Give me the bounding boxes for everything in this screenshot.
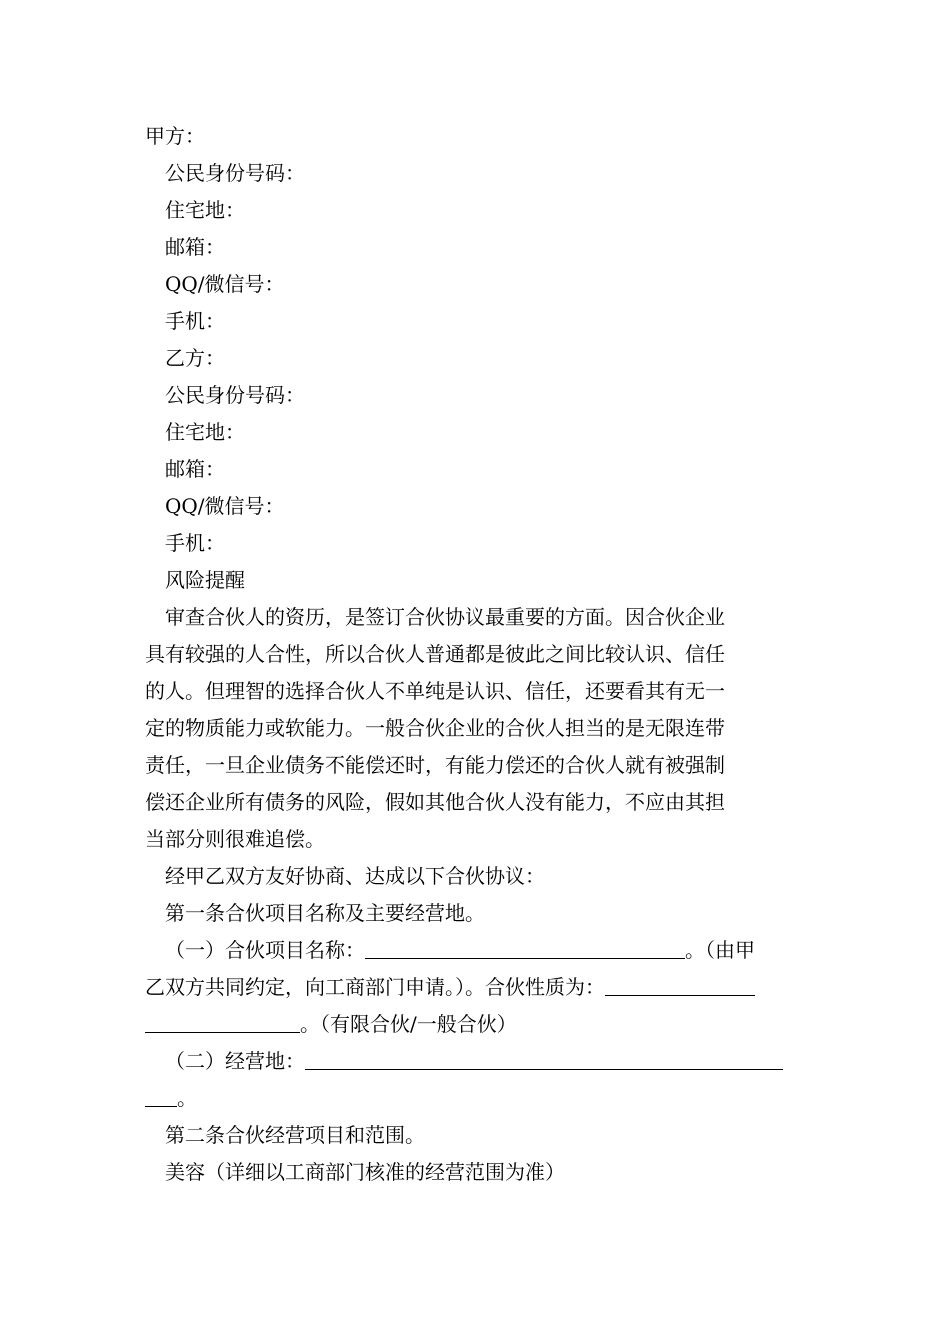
item1-prefix: （一）合伙项目名称： bbox=[165, 938, 365, 962]
item1-suffix: 。（由甲 bbox=[685, 938, 755, 962]
article1-item2-line2 bbox=[145, 1080, 807, 1117]
risk-paragraph bbox=[145, 599, 807, 858]
risk-line: 的人。但理智的选择合伙人不单纯是认识、信任，还要看其有无一 bbox=[145, 679, 725, 703]
item2-prefix: （二）经营地： bbox=[165, 1049, 305, 1073]
party-a-label: 甲方： bbox=[145, 124, 205, 148]
item1-line3-suffix: 。（有限合伙/一般合伙） bbox=[300, 1012, 517, 1036]
party-a-phone: 手机： bbox=[165, 309, 225, 333]
party-a-id-number: 公民身份号码： bbox=[165, 161, 305, 185]
document-body bbox=[145, 118, 807, 1191]
party-b-label: 乙方： bbox=[165, 346, 225, 370]
article2-title: 第二条合伙经营项目和范围。 bbox=[165, 1123, 425, 1147]
party-b-address: 住宅地： bbox=[165, 420, 245, 444]
risk-line: 责任，一旦企业债务不能偿还时，有能力偿还的合伙人就有被强制 bbox=[145, 753, 725, 777]
partnership-nature-blank[interactable] bbox=[605, 971, 755, 996]
business-address-blank[interactable] bbox=[305, 1045, 783, 1070]
article1-item1 bbox=[145, 932, 807, 969]
risk-line: 当部分则很难追偿。 bbox=[145, 827, 325, 851]
party-b-id-number: 公民身份号码： bbox=[165, 383, 305, 407]
item1-line2-text: 乙双方共同约定，向工商部门申请。）。合伙性质为： bbox=[145, 975, 605, 999]
business-address-blank-cont[interactable] bbox=[145, 1082, 177, 1107]
risk-heading: 风险提醒 bbox=[165, 568, 245, 592]
agreement-intro: 经甲乙双方友好协商、达成以下合伙协议： bbox=[165, 864, 545, 888]
party-a-qq-wechat: QQ/微信号： bbox=[165, 272, 285, 296]
party-b-email: 邮箱： bbox=[165, 457, 225, 481]
article1-item1-line3 bbox=[145, 1006, 807, 1043]
risk-line: 定的物质能力或软能力。一般合伙企业的合伙人担当的是无限连带 bbox=[145, 716, 725, 740]
party-a-address: 住宅地： bbox=[165, 198, 245, 222]
article1-title: 第一条合伙项目名称及主要经营地。 bbox=[165, 901, 485, 925]
partnership-nature-blank-cont[interactable] bbox=[145, 1008, 300, 1033]
party-b-phone: 手机： bbox=[165, 531, 225, 555]
item2-suffix: 。 bbox=[177, 1086, 197, 1110]
risk-line: 偿还企业所有债务的风险，假如其他合伙人没有能力，不应由其担 bbox=[145, 790, 725, 814]
risk-line: 具有较强的人合性，所以合伙人普通都是彼此之间比较认识、信任 bbox=[145, 642, 725, 666]
article1-item1-line2 bbox=[145, 969, 807, 1006]
risk-line: 审查合伙人的资历，是签订合伙协议最重要的方面。因合伙企业 bbox=[165, 605, 725, 629]
party-a-email: 邮箱： bbox=[165, 235, 225, 259]
party-b-qq-wechat: QQ/微信号： bbox=[165, 494, 285, 518]
article2-scope: 美容（详细以工商部门核准的经营范围为准） bbox=[165, 1160, 565, 1184]
project-name-blank[interactable] bbox=[365, 934, 685, 959]
article1-item2 bbox=[145, 1043, 807, 1080]
